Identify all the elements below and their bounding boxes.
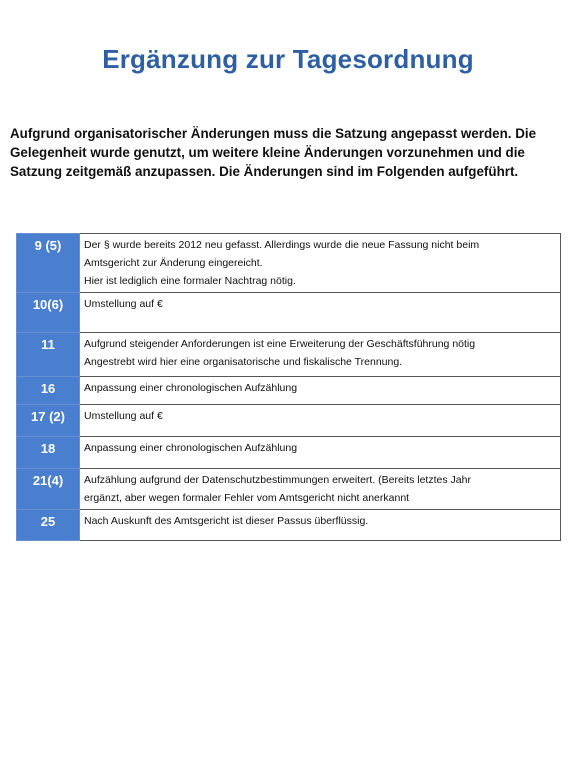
table-row: [17, 333, 561, 377]
description-line: Anpassung einer chronologischen Aufzählung: [84, 382, 298, 394]
row-number: 16: [17, 377, 80, 405]
row-number: 17 (2): [17, 405, 80, 437]
changes-table: [16, 233, 561, 541]
row-number: 21(4): [17, 469, 80, 510]
description-line: ergänzt, aber wegen formaler Fehler vom Amtsgericht nicht anerkannt: [84, 492, 410, 504]
table-row: [17, 293, 561, 333]
table-row: [17, 469, 561, 510]
row-description: [80, 377, 561, 405]
row-description: [80, 437, 561, 469]
intro-paragraph: Aufgrund organisatorischer Änderungen muss die Satzung angepasst werden. Die Gelegenheit wurde genutzt, um weitere kleine Änderungen vorzunehmen und die Satzung zeitgemäß anzupassen. Die Änderungen sind im Folgenden aufgeführt.: [10, 126, 537, 179]
row-description: [80, 333, 561, 377]
row-number: 25: [17, 510, 80, 541]
row-description: [80, 293, 561, 333]
row-description: [80, 469, 561, 510]
page-title: Ergänzung zur Tagesordnung: [102, 44, 474, 74]
description-line: Hier ist lediglich eine formaler Nachtrag nötig.: [84, 275, 296, 287]
description-line: Anpassung einer chronologischen Aufzählung: [84, 442, 298, 454]
table-row: [17, 510, 561, 541]
row-number: 18: [17, 437, 80, 469]
row-number: 9 (5): [17, 234, 80, 293]
row-number: 10(6): [17, 293, 80, 333]
table-row: [17, 234, 561, 293]
description-line: Aufgrund steigender Anforderungen ist eine Erweiterung der Geschäftsführung nötig: [84, 338, 476, 350]
table-row: [17, 437, 561, 469]
description-line: Umstellung auf €: [84, 410, 163, 422]
table-row: [17, 377, 561, 405]
row-description: [80, 234, 561, 293]
row-description: [80, 405, 561, 437]
description-line: Der § wurde bereits 2012 neu gefasst. Allerdings wurde die neue Fassung nicht beim: [84, 239, 480, 251]
row-number: 11: [17, 333, 80, 377]
description-line: Angestrebt wird hier eine organisatorische und fiskalische Trennung.: [84, 356, 403, 368]
description-line: Aufzählung aufgrund der Datenschutzbestimmungen erweitert. (Bereits letztes Jahr: [84, 474, 471, 486]
description-line: Amtsgericht zur Änderung eingereicht.: [84, 257, 263, 269]
row-description: [80, 510, 561, 541]
description-line: Nach Auskunft des Amtsgericht ist dieser Passus überflüssig.: [84, 515, 369, 527]
description-line: Umstellung auf €: [84, 298, 163, 310]
table-row: [17, 405, 561, 437]
